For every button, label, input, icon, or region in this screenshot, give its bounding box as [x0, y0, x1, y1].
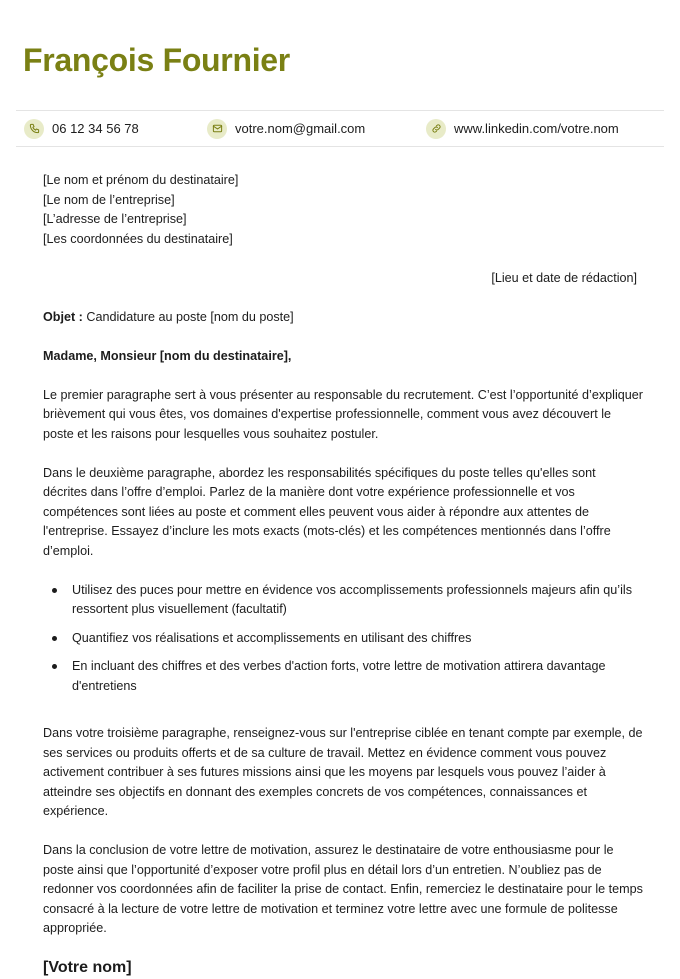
contact-linkedin	[426, 111, 619, 146]
recipient-company: [Le nom de l’entreprise]	[43, 192, 175, 207]
bullet-icon	[52, 636, 57, 641]
subject-line	[43, 308, 643, 328]
list-item-text: Utilisez des puces pour mettre en évidence vos accomplissements professionnels majeurs afin qu’ils ressortent plus visuellement (facultatif)	[72, 582, 632, 616]
paragraph-conclusion: Dans la conclusion de votre lettre de motivation, assurez le destinataire de votre enthousiasme pour le poste ainsi que l’opportunité d’exposer votre profil plus en détail lors d’un entretien. N’oubliez pas de redonner vos coordonnées afin de faciliter la prise de contact. Enfin, remerciez le destinataire pour le temps consacré à la lecture de votre lettre de motivation et terminez votre lettre avec une formule de politesse appropriée.	[43, 843, 643, 935]
contact-phone	[24, 111, 139, 146]
phone-icon	[24, 119, 44, 139]
signature: [Votre nom]	[43, 958, 132, 976]
place-date: [Lieu et date de rédaction]	[491, 270, 637, 285]
list-item	[43, 629, 643, 649]
subject-text: Candidature au poste [nom du poste]	[82, 309, 294, 324]
list-item	[43, 657, 643, 696]
linkedin-url[interactable]: www.linkedin.com/votre.nom	[454, 120, 619, 136]
list-item-text: En incluant des chiffres et des verbes d'action forts, votre lettre de motivation attirera davantage d'entretiens	[72, 659, 606, 693]
envelope-icon	[207, 119, 227, 139]
subject-label: Objet :	[43, 309, 83, 324]
paragraph-intro: Le premier paragraphe sert à vous présenter au responsable du recrutement. C’est l’opportunité d’expliquer brièvement qui vous êtes, vos domaines d'expertise professionnelle, comment vous avez découvert le poste et les raisons pour lesquelles vous souhaitez postuler.	[43, 387, 643, 441]
list-item	[43, 581, 643, 620]
candidate-name: François Fournier	[23, 42, 290, 78]
email-address[interactable]: votre.nom@gmail.com	[235, 120, 366, 136]
recipient-block	[43, 171, 643, 249]
paragraph-experience: Dans le deuxième paragraphe, abordez les responsabilités spécifiques du poste telles qu'elles sont décrites dans l’offre d’emploi. Parlez de la manière dont votre expérience professionnelle et vos compétences sont liées au poste et comment elles peuvent vous aider à répondre aux attentes de l'entreprise. Essayez d’inclure les mots exacts (mots-clés) et les compétences mentionnés dans l’offre d’emploi.	[43, 465, 611, 558]
link-icon	[426, 119, 446, 139]
paragraph-company: Dans votre troisième paragraphe, renseignez-vous sur l'entreprise ciblée en tenant compte par exemple, de ses services ou produits offerts et de sa culture de travail. Mettez en évidence comment vous pouvez activement contribuer à ses futures missions ainsi que les moyens par lesquels vous pouvez l’aider à atteindre ses objectifs en donnant des exemples concrets de vos compétences, connaissances et expérience.	[43, 726, 643, 818]
recipient-address: [L’adresse de l’entreprise]	[43, 212, 187, 226]
recipient-contact: [Les coordonnées du destinataire]	[43, 231, 233, 246]
phone-number: 06 12 34 56 78	[52, 120, 139, 136]
salutation: Madame, Monsieur [nom du destinataire],	[43, 348, 292, 363]
recipient-name: [Le nom et prénom du destinataire]	[43, 173, 239, 187]
contact-email	[207, 111, 365, 146]
bullet-icon	[52, 664, 57, 669]
achievements-list	[43, 581, 643, 697]
letter-body	[43, 171, 643, 979]
list-item-text: Quantifiez vos réalisations et accomplissements en utilisant des chiffres	[72, 630, 472, 645]
contact-bar	[16, 110, 664, 147]
bullet-icon	[52, 588, 57, 593]
